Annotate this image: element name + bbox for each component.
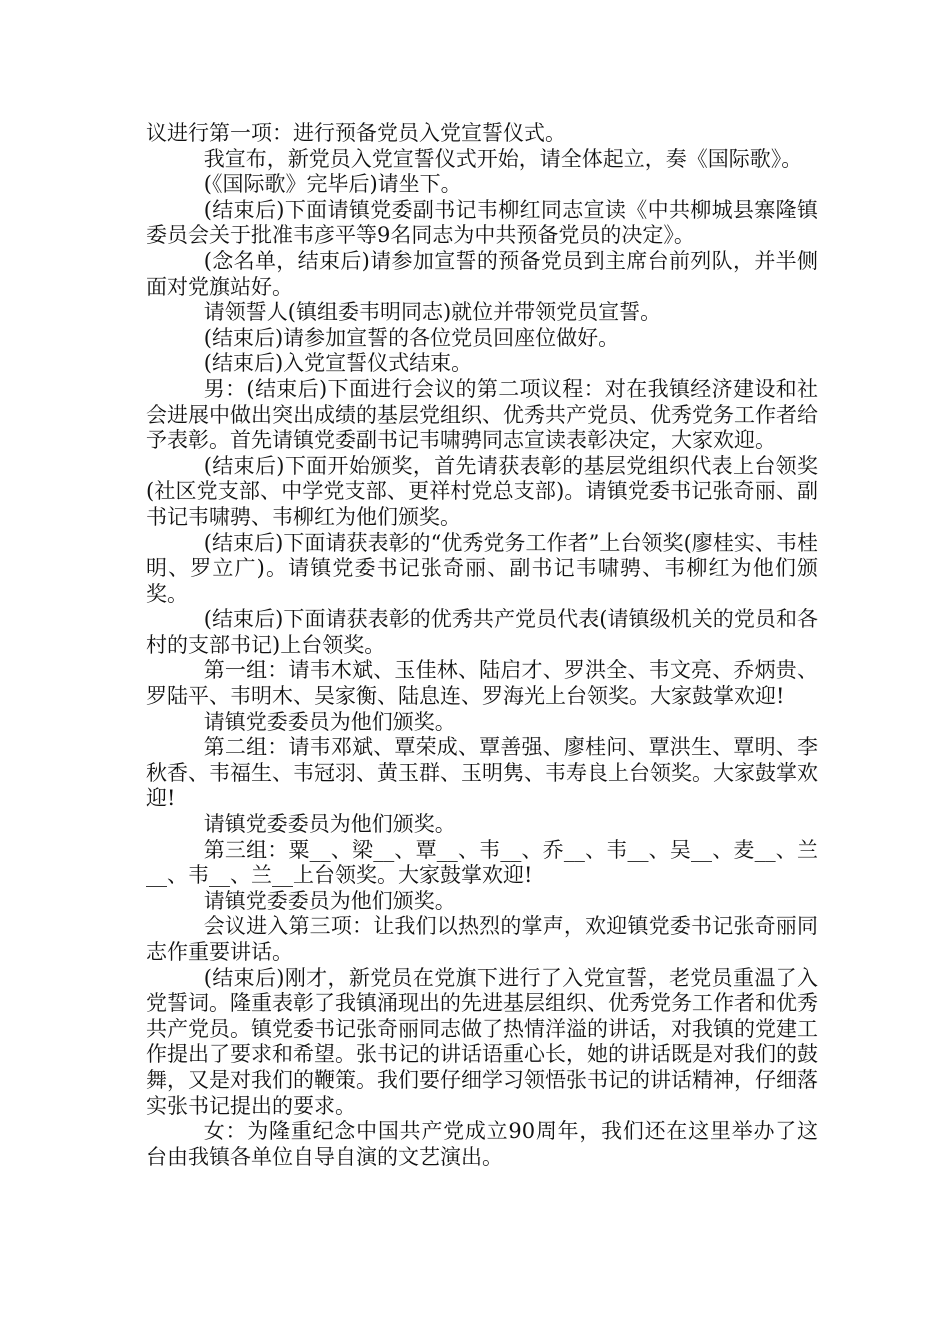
paragraph: 请领誓人(镇组委韦明同志)就位并带领党员宣誓。 [203, 300, 662, 325]
paragraph: (结束后)下面请获表彰的“优秀党务工作者”上台领奖(廖桂实、韦桂明、罗立广)。请镇党委书记张奇丽、副书记韦啸骋、韦柳红为他们颁奖。 [146, 530, 818, 606]
paragraph: 请镇党委委员为他们颁奖。 [203, 709, 456, 734]
paragraph: (结束后)请参加宣誓的各位党员回座位做好。 [203, 325, 620, 350]
paragraph: (结束后)下面开始颁奖，首先请获表彰的基层党组织代表上台领奖(社区党支部、中学党支部、更祥村党总支部)。请镇党委书记张奇丽、副书记韦啸骋、韦柳红为他们颁奖。 [146, 453, 818, 529]
paragraph: (《国际歌》完毕后)请坐下。 [203, 172, 462, 197]
paragraph: 会议进入第三项：让我们以热烈的掌声，欢迎镇党委书记张奇丽同志作重要讲话。 [146, 914, 818, 964]
paragraph: 我宣布，新党员入党宣誓仪式开始，请全体起立，奏《国际歌》。 [203, 146, 803, 171]
paragraph: 第一组：请韦木斌、玉佳林、陆启才、罗洪全、韦文亮、乔炳贵、罗陆平、韦明木、吴家衡、陆息连、罗海光上台领奖。大家鼓掌欢迎! [146, 658, 818, 709]
paragraph: 议进行第一项：进行预备党员入党宣誓仪式。 [146, 121, 566, 145]
paragraph: (结束后)下面请获表彰的优秀共产党员代表(请镇级机关的党员和各村的支部书记)上台领奖。 [146, 607, 818, 657]
paragraph: 请镇党委委员为他们颁奖。 [203, 888, 456, 913]
paragraph: 第三组：粟__、梁__、覃__、韦__、乔__、韦__、吴__、麦__、兰__、韦__、兰__上台领奖。大家鼓掌欢迎! [146, 837, 818, 888]
paragraph: 男：(结束后)下面进行会议的第二项议程：对在我镇经济建设和社会进展中做出突出成绩的基层党组织、优秀共产党员、优秀党务工作者给予表彰。首先请镇党委副书记韦啸骋同志宣读表彰决定，大家欢迎。 [146, 376, 818, 453]
paragraph: 第二组：请韦邓斌、覃荣成、覃善强、廖桂问、覃洪生、覃明、李秋香、韦福生、韦冠羽、黄玉群、玉明隽、韦寿良上台领奖。大家鼓掌欢迎! [146, 735, 818, 811]
paragraph: (结束后)入党宣誓仪式结束。 [203, 351, 473, 376]
paragraph: (念名单，结束后)请参加宣誓的预备党员到主席台前列队，并半侧面对党旗站好。 [146, 248, 818, 299]
paragraph: 请镇党委委员为他们颁奖。 [203, 812, 456, 837]
document-body [146, 121, 818, 1170]
paragraph: 女：为隆重纪念中国共产党成立90周年，我们还在这里举办了这台由我镇各单位自导自演的文艺演出。 [146, 1119, 818, 1169]
paragraph: (结束后)刚才，新党员在党旗下进行了入党宣誓，老党员重温了入党誓词。隆重表彰了我镇涌现出的先进基层组织、优秀党务工作者和优秀共产党员。镇党委书记张奇丽同志做了热情洋溢的讲话，对我镇的党建工作提出了要求和希望。张书记的讲话语重心长，她的讲话既是对我们的鼓舞，又是对我们的鞭策。我们要仔细学习领悟张书记的讲话精神，仔细落实张书记提出的要求。 [146, 965, 818, 1118]
paragraph: (结束后)下面请镇党委副书记韦柳红同志宣读《中共柳城县寨隆镇委员会关于批准韦彦平等9名同志为中共预备党员的决定》。 [146, 197, 818, 248]
